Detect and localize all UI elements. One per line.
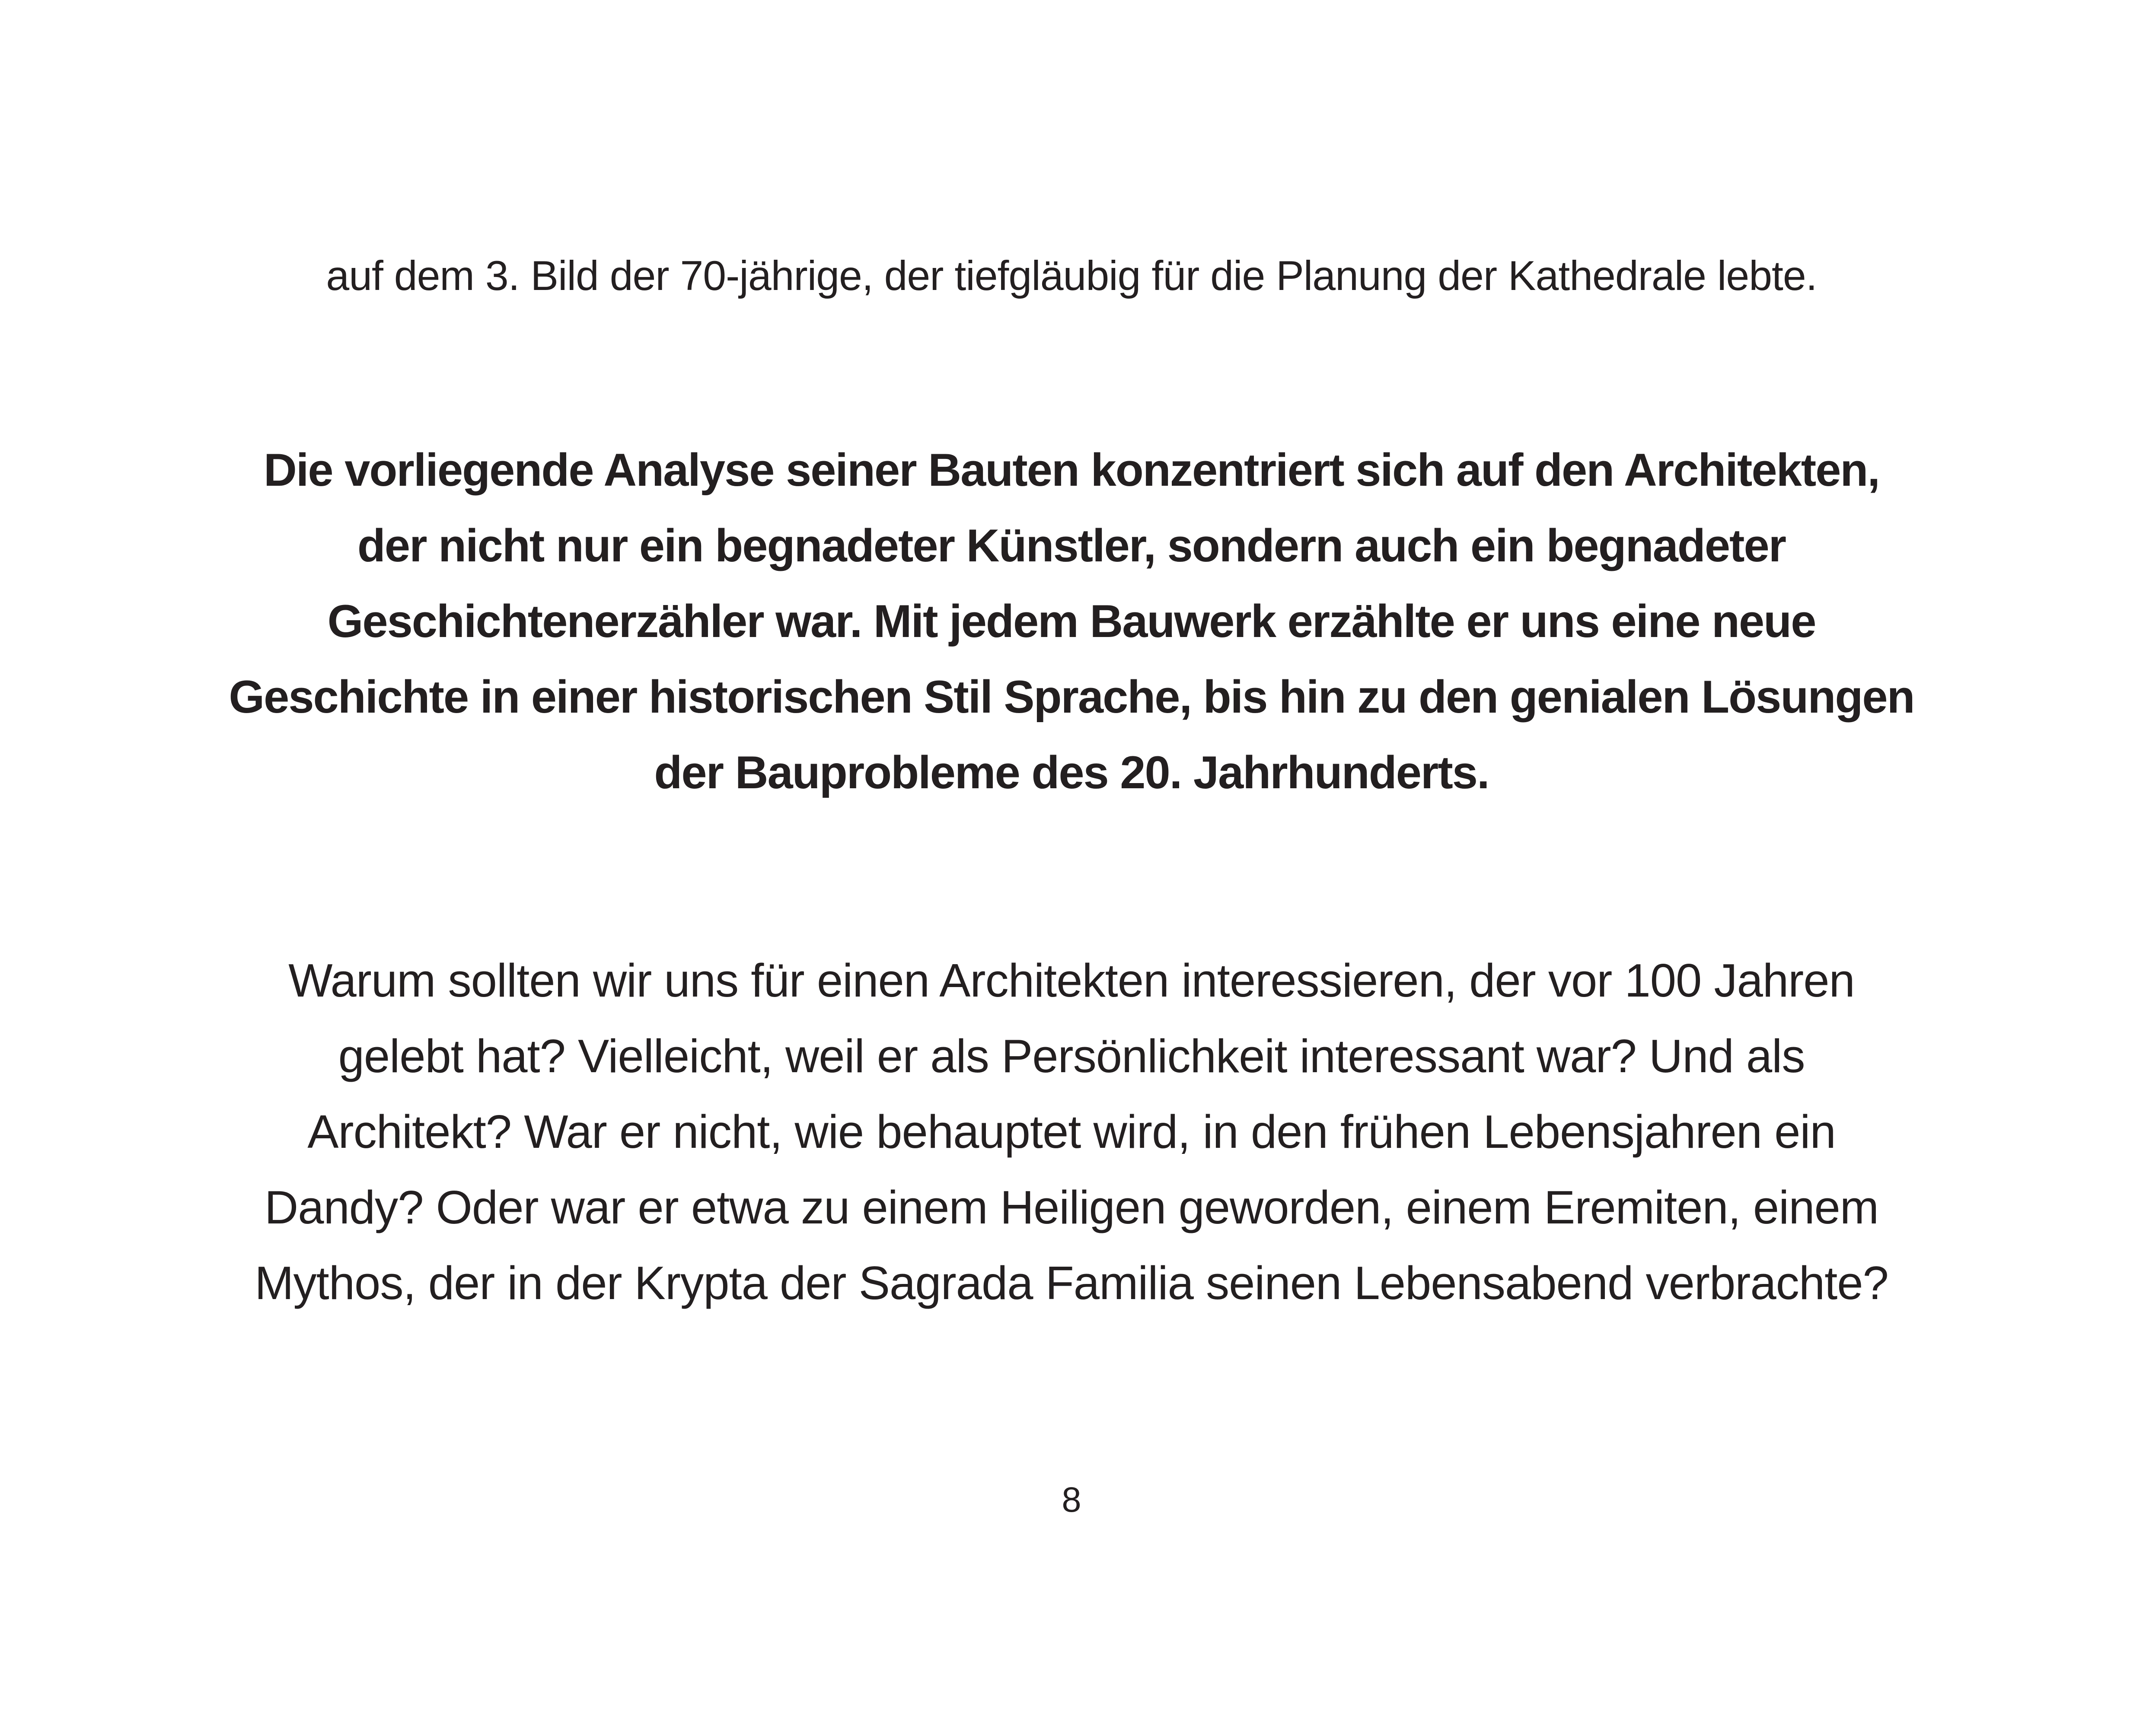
bold-paragraph-line: der nicht nur ein begnadeter Künstler, sondern auch ein begnadeter bbox=[357, 520, 1786, 571]
question-paragraph-line: Dandy? Oder war er etwa zu einem Heiligen geworden, einem Eremiten, einem bbox=[264, 1181, 1879, 1233]
bold-paragraph-line: der Bauprobleme des 20. Jahrhunderts. bbox=[654, 747, 1489, 798]
question-paragraph-line: Architekt? War er nicht, wie behauptet wird, in den frühen Lebensjahren ein bbox=[307, 1105, 1836, 1158]
bold-paragraph-line: Die vorliegende Analyse seiner Bauten konzentriert sich auf den Architekten, bbox=[263, 444, 1879, 496]
bold-paragraph-line: Geschichtenerzähler war. Mit jedem Bauwerk erzählte er uns eine neue bbox=[327, 596, 1816, 647]
question-paragraph-line: Warum sollten wir uns für einen Architekten interessieren, der vor 100 Jahren bbox=[288, 954, 1855, 1007]
question-paragraph-line: gelebt hat? Vielleicht, weil er als Persönlichkeit interessant war? Und als bbox=[338, 1030, 1805, 1082]
page-number: 8 bbox=[1062, 1480, 1081, 1519]
question-paragraph-line: Mythos, der in der Krypta der Sagrada Familia seinen Lebensabend verbrachte? bbox=[255, 1257, 1888, 1309]
intro-line: auf dem 3. Bild der 70-jährige, der tiefgläubig für die Planung der Kathedrale lebte. bbox=[326, 252, 1817, 299]
bold-paragraph-line: Geschichte in einer historischen Stil Sprache, bis hin zu den genialen Lösungen bbox=[229, 671, 1914, 723]
